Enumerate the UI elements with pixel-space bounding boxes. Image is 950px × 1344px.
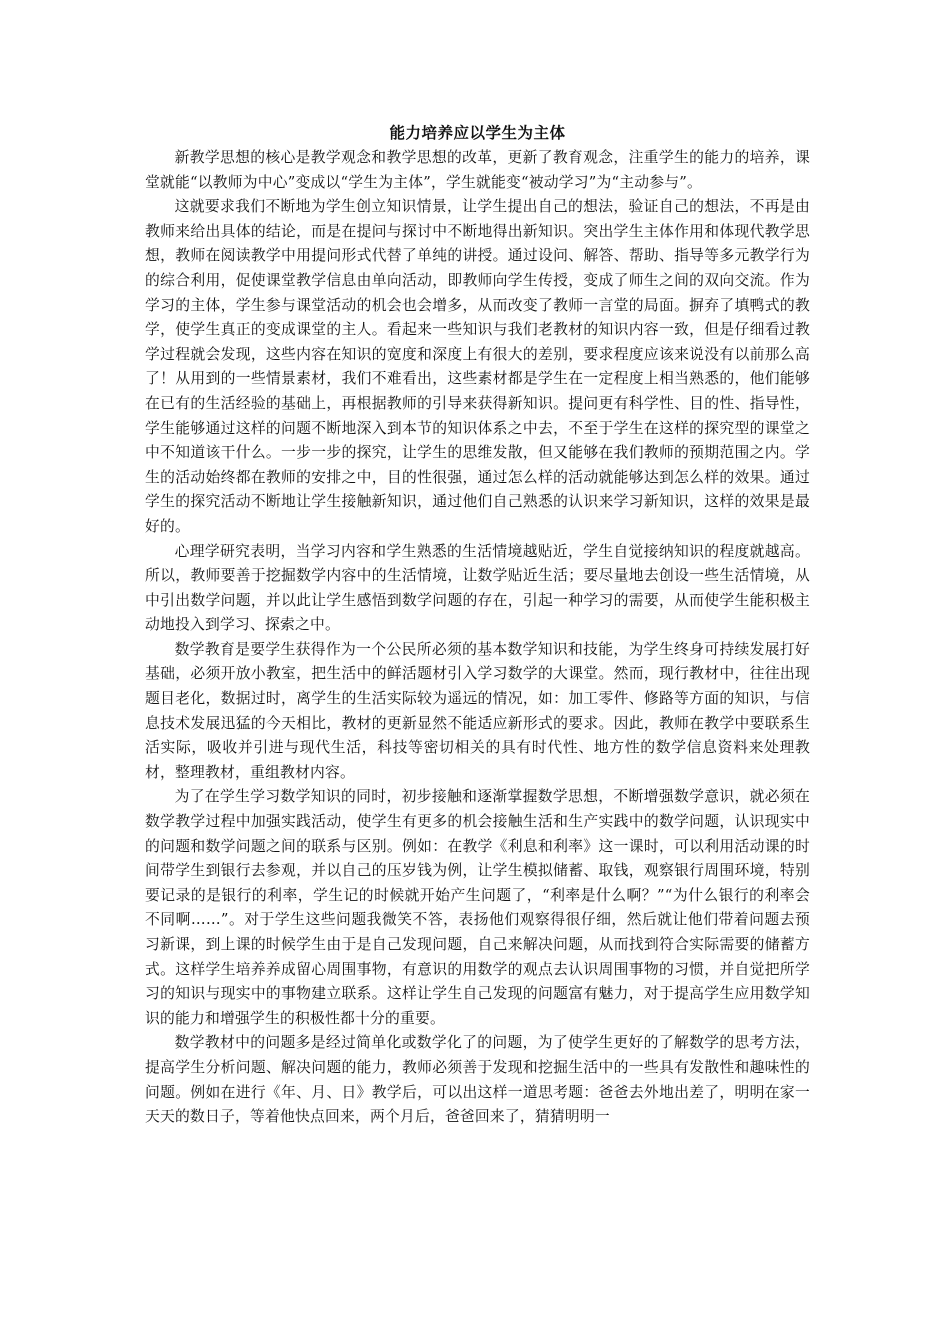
paragraph-5: 为了在学生学习数学知识的同时，初步接触和逐渐掌握数学思想，不断增强数学意识，就必须在数学教学过程中加强实践活动，使学生有更多的机会接触生活和生产实践中的数学问题，认识现实中的问题和数学问题之间的联系与区别。例如：在教学《利息和利率》这一课时，可以利用活动课的时间带学生到银行去参观，并以自己的压岁钱为例，让学生模拟储蓄、取钱，观察银行周围环境，特别要记录的是银行的利率，学生记的时候就开始产生问题了，“利率是什么啊？”“为什么银行的利率会不同啊……”。对于学生这些问题我微笑不答，表扬他们观察得很仔细，然后就让他们带着问题去预习新课，到上课的时候学生由于是自己发现问题，自己来解决问题，从而找到符合实际需要的储蓄方式。这样学生培养养成留心周围事物，有意识的用数学的观点去认识周围事物的习惯，并自觉把所学习的知识与现实中的事物建立联系。这样让学生自己发现的问题富有魅力，对于提高学生应用数学知识的能力和增强学生的积极性都十分的重要。 — [145, 788, 810, 1027]
paragraph-4: 数学教育是要学生获得作为一个公民所必须的基本数学知识和技能，为学生终身可持续发展打好基础，必须开放小教室，把生活中的鲜活题材引入学习数学的大课堂。然而，现行教材中，往往出现题目老化，数据过时，离学生的生活实际较为遥远的情况，如：加工零件、修路等方面的知识，与信息技术发展迅猛的今天相比，教材的更新显然不能适应新形式的要求。因此，教师在教学中要联系生活实际，吸收并引进与现代生活，科技等密切相关的具有时代性、地方性的数学信息资料来处理教材，整理教材，重组教材内容。 — [145, 640, 810, 781]
paragraph-6: 数学教材中的问题多是经过简单化或数学化了的问题，为了使学生更好的了解数学的思考方法，提高学生分析问题、解决问题的能力，教师必须善于发现和挖掘生活中的一些具有发散性和趣味性的问题。例如在进行《年、月、日》教学后，可以出这样一道思考题：爸爸去外地出差了，明明在家一天天的数日子，等着他快点回来，两个月后，爸爸回来了，猜猜明明一 — [145, 1034, 810, 1126]
document-body — [145, 122, 810, 1130]
paragraph-1: 新教学思想的核心是教学观念和教学思想的改革，更新了教育观念，注重学生的能力的培养，课堂就能“以教师为中心”变成以“学生为主体”，学生就能变“被动学习”为“主动参与”。 — [145, 149, 810, 191]
document-title: 能力培养应以学生为主体 — [389, 123, 566, 142]
paragraph-3: 心理学研究表明，当学习内容和学生熟悉的生活情境越贴近，学生自觉接纳知识的程度就越高。所以，教师要善于挖掘数学内容中的生活情境，让数学贴近生活；要尽量地去创设一些生活情境，从中引出数学问题，并以此让学生感悟到数学问题的存在，引起一种学习的需要，从而使学生能积极主动地投入到学习、探索之中。 — [145, 542, 810, 634]
paragraph-2: 这就要求我们不断地为学生创立知识情景，让学生提出自己的想法，验证自己的想法，不再是由教师来给出具体的结论，而是在提问与探讨中不断地得出新知识。突出学生主体作用和体现代教学思想，教师在阅读教学中用提问形式代替了单纯的讲授。通过设问、解答、帮助、指导等多元教学行为的综合利用，促使课堂教学信息由单向活动，即教师向学生传授，变成了师生之间的双向交流。作为学习的主体，学生参与课堂活动的机会也会增多，从而改变了教师一言堂的局面。摒弃了填鸭式的教学，使学生真正的变成课堂的主人。看起来一些知识与我们老教材的知识内容一致，但是仔细看过教学过程就会发现，这些内容在知识的宽度和深度上有很大的差别，要求程度应该来说没有以前那么高了！从用到的一些情景素材，我们不难看出，这些素材都是学生在一定程度上相当熟悉的，他们能够在已有的生活经验的基础上，再根据教师的引导来获得新知识。提问更有科学性、目的性、指导性，学生能够通过这样的问题不断地深入到本节的知识体系之中去，不至于学生在这样的探究型的课堂之中不知道该干什么。一步一步的探究，让学生的思维发散，但又能够在我们教师的预期范围之内。学生的活动始终都在教师的安排之中，目的性很强，通过怎么样的活动就能够达到怎么样的效果。通过学生的探究活动不断地让学生接触新知识，通过他们自己熟悉的认识来学习新知识，这样的效果是最好的。 — [145, 198, 810, 535]
